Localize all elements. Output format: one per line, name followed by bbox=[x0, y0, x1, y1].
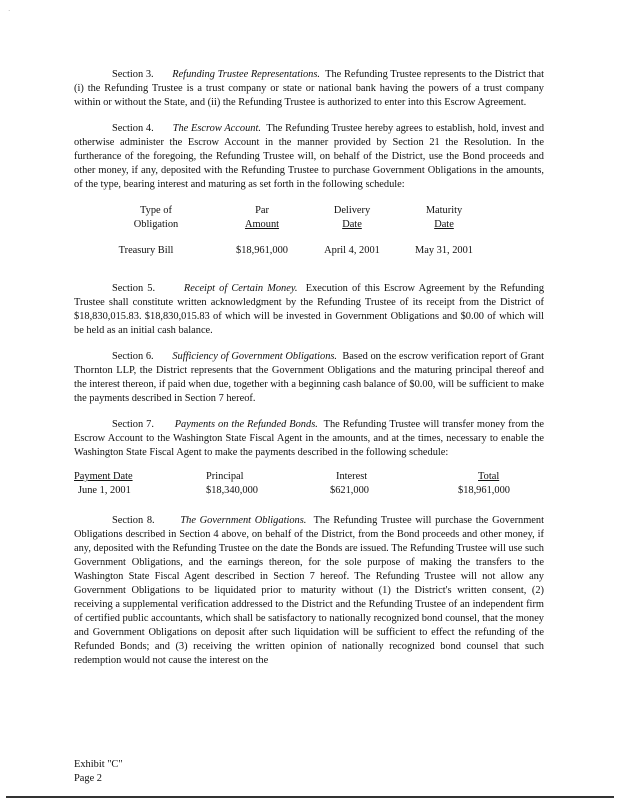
section-8-number: Section 8. bbox=[112, 515, 155, 526]
payment-date-value: June 1, 2001 bbox=[78, 485, 131, 496]
row-maturity: May 31, 2001 bbox=[414, 245, 473, 256]
section-3-heading: Refunding Trustee Representations. bbox=[172, 69, 321, 80]
par-header-line2: Amount bbox=[244, 219, 280, 230]
section-8 bbox=[74, 514, 544, 668]
row-type: Treasury Bill bbox=[118, 245, 174, 256]
section-7 bbox=[74, 418, 544, 460]
delivery-header-line2: Date bbox=[342, 219, 362, 230]
section-5-number: Section 5. bbox=[112, 283, 156, 294]
par-header-line1: Par bbox=[255, 205, 269, 216]
section-7-number: Section 7. bbox=[112, 419, 154, 430]
interest-header: Interest bbox=[336, 471, 368, 482]
section-5 bbox=[74, 282, 544, 338]
section-8-body: The Refunding Trustee will purchase the Government Obligations described in Section 4 above, on behalf of the District, from the Bond proceeds and other money, if any, deposited with the Refunding Trustee on the date the Bonds are issued. The Refunding Trustee will use such Government Obligations, and the earnings thereon, for the sole purpose of making the transfers to the Washington State Fiscal Agent described in Section 7 hereof. The Refunding Trustee will not allow any Government Obligations to be liquidated prior to maturity without (1) the District's written consent, (2) receiving a supplemental verification addressed to the District and the Refunding Trustee of an independent firm of certified public accountants, which shall be satisfactory to nationally recognized bond counsel, that the money and Government Obligations on deposit after such liquidation will be sufficient to effect the refunding of the Refunded Bonds; and (3) receiving the written opinion of nationally recognized bond counsel that such redemption would not cause the interest on the bbox=[74, 515, 545, 666]
section-6 bbox=[74, 350, 544, 406]
principal-header: Principal bbox=[206, 471, 244, 482]
interest-value: $621,000 bbox=[330, 485, 369, 496]
section-6-number: Section 6. bbox=[112, 351, 154, 362]
exhibit-label: Exhibit "C" bbox=[74, 759, 123, 770]
type-header bbox=[116, 204, 196, 232]
bottom-rule bbox=[6, 796, 614, 798]
section-4-heading: The Escrow Account. bbox=[172, 123, 261, 134]
payment-date-header: Payment Date bbox=[74, 471, 133, 482]
row-delivery: April 4, 2001 bbox=[324, 245, 380, 256]
document-body bbox=[74, 68, 544, 680]
section-7-heading: Payments on the Refunded Bonds. bbox=[174, 419, 318, 430]
section-6-body: Based on the escrow verification report of Grant Thornton LLP, the District represents that the Government Obligations and the maturing principal thereof and the interest thereon, if paid when due, together with a beginning cash balance of $0.00, will be sufficient to make the payments described in Section 7 hereof. bbox=[74, 351, 544, 404]
section-8-heading: The Government Obligations. bbox=[180, 515, 307, 526]
total-header: Total bbox=[478, 471, 500, 482]
page-footer bbox=[74, 758, 123, 786]
section-6-heading: Sufficiency of Government Obligations. bbox=[172, 351, 338, 362]
section-3 bbox=[74, 68, 544, 110]
section-4 bbox=[74, 122, 544, 192]
principal-value: $18,340,000 bbox=[206, 485, 258, 496]
payment-schedule bbox=[74, 470, 544, 502]
delivery-header bbox=[312, 204, 392, 232]
section-3-body: The Refunding Trustee represents to the District that (i) the Refunding Trustee is a trust company or state or national bank having the powers of a trust company within or without the State, and (ii) the Refunding Trustee is authorized to enter into this Escrow Agreement. bbox=[74, 69, 545, 108]
row-par: $18,961,000 bbox=[236, 245, 288, 256]
section-5-body: Execution of this Escrow Agreement by the Refunding Trustee shall constitute written acknowledgment by the Refunding Trustee of its receipt from the District of $18,830,015.83. $18,830,015.83 of which will be invested in Government Obligations and $0.00 of which will be held as an initial cash balance. bbox=[74, 283, 545, 336]
purchase-schedule bbox=[74, 204, 544, 268]
type-header-line1: Type of bbox=[140, 205, 172, 216]
section-4-number: Section 4. bbox=[112, 123, 154, 134]
section-5-heading: Receipt of Certain Money. bbox=[183, 283, 298, 294]
section-7-body: The Refunding Trustee will transfer money from the Escrow Account to the Washington State Fiscal Agent in the amounts, and at the times, necessary to enable the Washington State Fiscal Agent to make the payments described in the following schedule: bbox=[74, 419, 545, 458]
par-header bbox=[222, 204, 302, 232]
scan-mark: · bbox=[8, 7, 11, 15]
section-3-number: Section 3. bbox=[112, 69, 154, 80]
type-header-line2: Obligation bbox=[133, 219, 179, 230]
page-number: Page 2 bbox=[74, 773, 102, 784]
total-value: $18,961,000 bbox=[458, 485, 510, 496]
delivery-header-line1: Delivery bbox=[333, 205, 371, 216]
maturity-header-line2: Date bbox=[434, 219, 454, 230]
maturity-header-line1: Maturity bbox=[425, 205, 463, 216]
maturity-header bbox=[404, 204, 484, 232]
section-4-body: The Refunding Trustee hereby agrees to establish, hold, invest and otherwise administer the Escrow Account in the manner provided by Section 21 the Resolution. In the furtherance of the foregoing, the Refunding Trustee will, on behalf of the District, use the Bond proceeds and other money, if any, deposited with the Refunding Trustee to purchase Government Obligations in the amounts, of the type, bearing interest and maturing as set forth in the following schedule: bbox=[74, 123, 545, 190]
